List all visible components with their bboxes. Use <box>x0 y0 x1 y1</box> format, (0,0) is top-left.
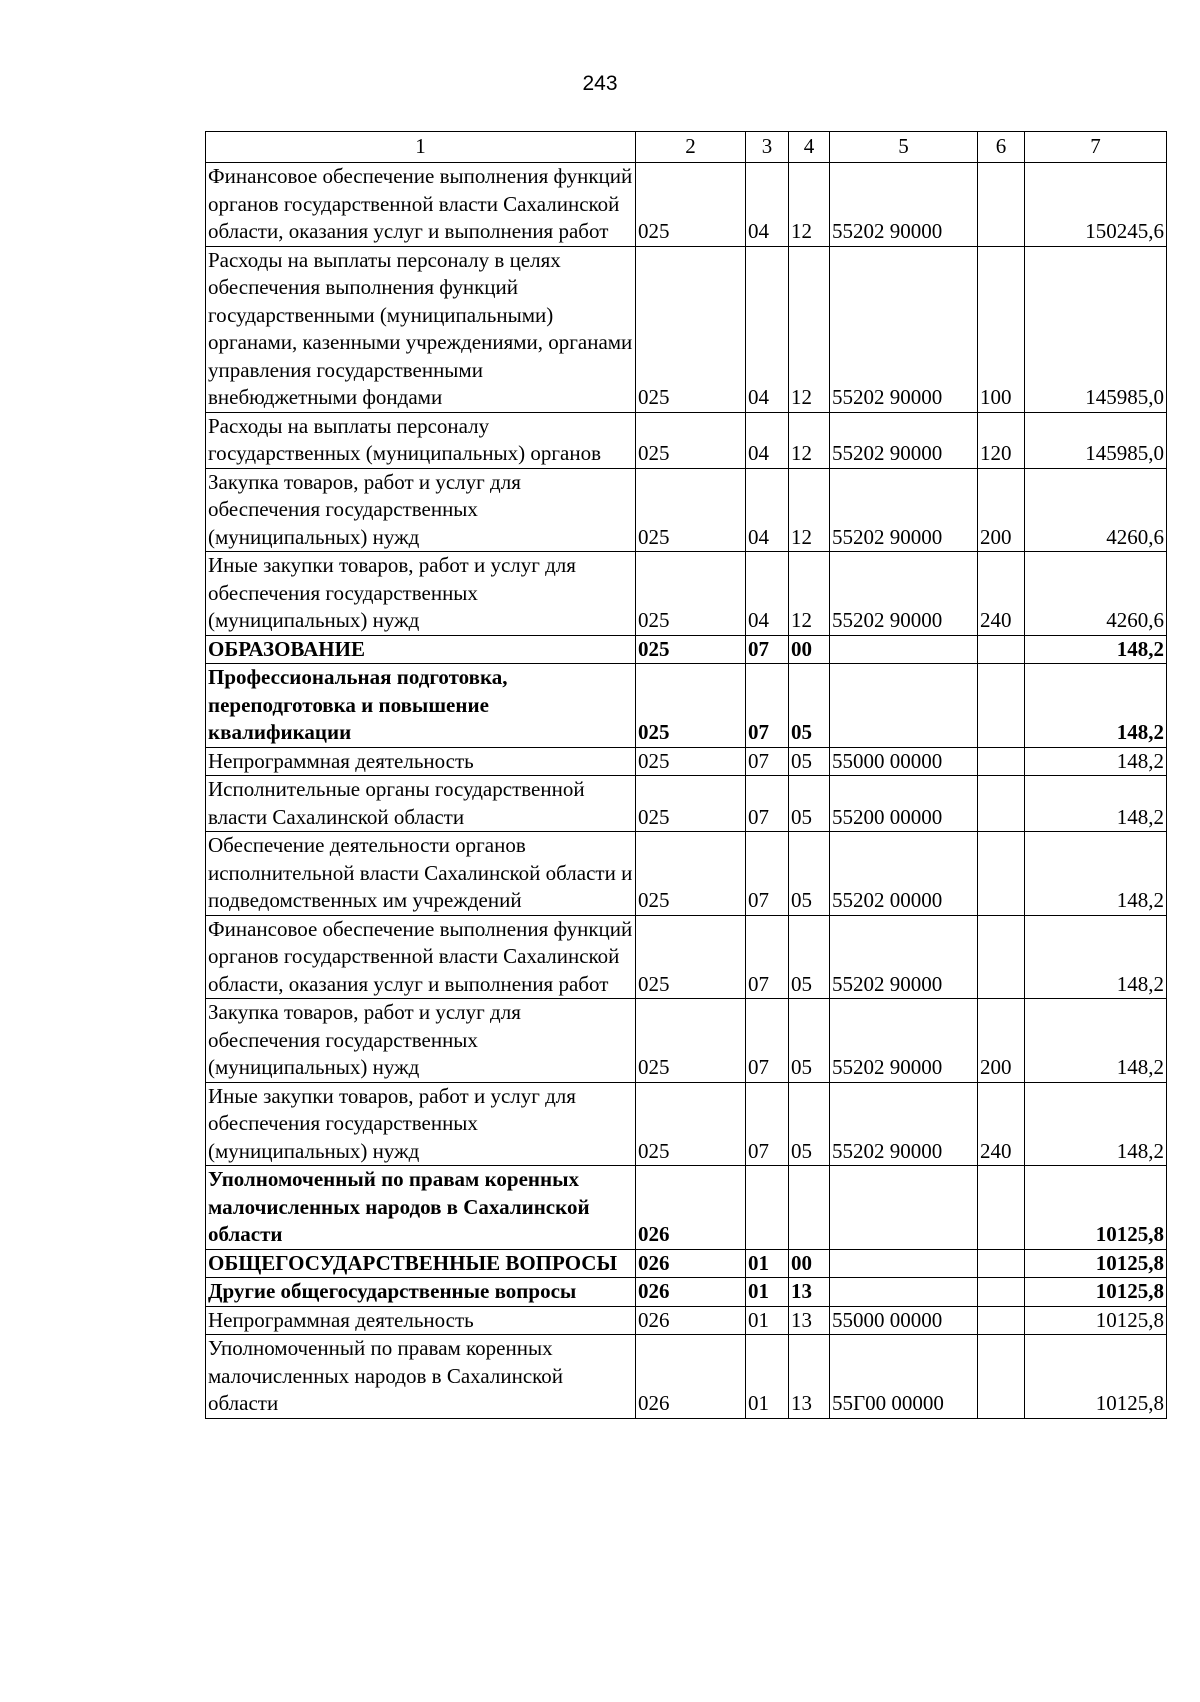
row-section-code-cell: 07 <box>746 915 789 999</box>
row-section-code-cell: 01 <box>746 1306 789 1335</box>
row-section-code-cell: 07 <box>746 1082 789 1166</box>
table-row <box>206 163 1167 247</box>
table-row <box>206 1166 1167 1250</box>
column-header: 5 <box>830 132 978 163</box>
row-amount-cell: 145985,0 <box>1025 246 1167 412</box>
row-admin-code-cell: 025 <box>636 832 746 916</box>
row-section-code-cell: 01 <box>746 1335 789 1419</box>
row-subsection-code-cell: 05 <box>789 776 830 832</box>
row-subsection-code-cell: 13 <box>789 1335 830 1419</box>
row-target-code-cell: 55202 00000 <box>830 832 978 916</box>
table-row <box>206 552 1167 636</box>
table-row <box>206 1249 1167 1278</box>
row-section-code-cell: 04 <box>746 246 789 412</box>
row-section-code-cell: 04 <box>746 163 789 247</box>
row-name-cell: Закупка товаров, работ и услуг для обеспечения государственных (муниципальных) нужд <box>206 468 636 552</box>
row-target-code-cell: 55202 90000 <box>830 412 978 468</box>
row-target-code-cell <box>830 1249 978 1278</box>
row-name-cell: ОБЩЕГОСУДАРСТВЕННЫЕ ВОПРОСЫ <box>206 1249 636 1278</box>
row-expense-type-cell <box>978 747 1025 776</box>
row-amount-cell: 10125,8 <box>1025 1249 1167 1278</box>
table-row <box>206 1306 1167 1335</box>
row-section-code-cell: 07 <box>746 776 789 832</box>
row-admin-code-cell: 025 <box>636 915 746 999</box>
row-name-cell: Финансовое обеспечение выполнения функций органов государственной власти Сахалинской области, оказания услуг и выполнения работ <box>206 163 636 247</box>
row-target-code-cell: 55202 90000 <box>830 552 978 636</box>
row-admin-code-cell: 025 <box>636 664 746 748</box>
row-subsection-code-cell: 00 <box>789 1249 830 1278</box>
row-name-cell: Другие общегосударственные вопросы <box>206 1278 636 1307</box>
row-section-code-cell: 01 <box>746 1249 789 1278</box>
row-admin-code-cell: 025 <box>636 776 746 832</box>
table-row <box>206 635 1167 664</box>
row-name-cell: Закупка товаров, работ и услуг для обеспечения государственных (муниципальных) нужд <box>206 999 636 1083</box>
table-row <box>206 776 1167 832</box>
row-admin-code-cell: 026 <box>636 1335 746 1419</box>
row-expense-type-cell: 100 <box>978 246 1025 412</box>
row-admin-code-cell: 025 <box>636 635 746 664</box>
table-row <box>206 832 1167 916</box>
row-subsection-code-cell: 12 <box>789 552 830 636</box>
row-subsection-code-cell: 12 <box>789 468 830 552</box>
row-subsection-code-cell <box>789 1166 830 1250</box>
row-amount-cell: 148,2 <box>1025 832 1167 916</box>
row-name-cell: Иные закупки товаров, работ и услуг для обеспечения государственных (муниципальных) нужд <box>206 552 636 636</box>
row-section-code-cell: 07 <box>746 664 789 748</box>
row-admin-code-cell: 025 <box>636 999 746 1083</box>
row-name-cell: Уполномоченный по правам коренных малочисленных народов в Сахалинской области <box>206 1335 636 1419</box>
row-expense-type-cell <box>978 1166 1025 1250</box>
row-target-code-cell: 55000 00000 <box>830 747 978 776</box>
row-subsection-code-cell: 05 <box>789 999 830 1083</box>
row-expense-type-cell <box>978 1335 1025 1419</box>
row-admin-code-cell: 025 <box>636 412 746 468</box>
row-amount-cell: 10125,8 <box>1025 1166 1167 1250</box>
row-name-cell: Непрограммная деятельность <box>206 747 636 776</box>
row-subsection-code-cell: 05 <box>789 832 830 916</box>
row-target-code-cell: 55200 00000 <box>830 776 978 832</box>
row-admin-code-cell: 026 <box>636 1166 746 1250</box>
row-target-code-cell: 55202 90000 <box>830 468 978 552</box>
row-name-cell: Непрограммная деятельность <box>206 1306 636 1335</box>
row-target-code-cell: 55202 90000 <box>830 1082 978 1166</box>
row-expense-type-cell <box>978 664 1025 748</box>
row-amount-cell: 148,2 <box>1025 747 1167 776</box>
table-row <box>206 664 1167 748</box>
row-admin-code-cell: 026 <box>636 1278 746 1307</box>
row-admin-code-cell: 025 <box>636 468 746 552</box>
table-header-row <box>206 132 1167 163</box>
row-amount-cell: 145985,0 <box>1025 412 1167 468</box>
row-expense-type-cell: 120 <box>978 412 1025 468</box>
row-section-code-cell: 07 <box>746 999 789 1083</box>
row-section-code-cell: 04 <box>746 412 789 468</box>
table-row <box>206 747 1167 776</box>
page-number: 243 <box>582 72 618 95</box>
row-expense-type-cell <box>978 1249 1025 1278</box>
row-subsection-code-cell: 12 <box>789 246 830 412</box>
row-expense-type-cell <box>978 832 1025 916</box>
row-section-code-cell: 07 <box>746 635 789 664</box>
row-amount-cell: 148,2 <box>1025 664 1167 748</box>
row-subsection-code-cell: 00 <box>789 635 830 664</box>
row-amount-cell: 4260,6 <box>1025 468 1167 552</box>
row-target-code-cell <box>830 664 978 748</box>
row-amount-cell: 148,2 <box>1025 1082 1167 1166</box>
budget-table <box>205 131 1167 1419</box>
row-section-code-cell: 04 <box>746 552 789 636</box>
table-row <box>206 412 1167 468</box>
row-expense-type-cell <box>978 635 1025 664</box>
column-header: 6 <box>978 132 1025 163</box>
row-section-code-cell <box>746 1166 789 1250</box>
row-name-cell: Уполномоченный по правам коренных малочисленных народов в Сахалинской области <box>206 1166 636 1250</box>
row-amount-cell: 148,2 <box>1025 776 1167 832</box>
row-admin-code-cell: 026 <box>636 1306 746 1335</box>
row-name-cell: Исполнительные органы государственной власти Сахалинской области <box>206 776 636 832</box>
row-target-code-cell: 55202 90000 <box>830 163 978 247</box>
row-expense-type-cell <box>978 915 1025 999</box>
row-target-code-cell: 55202 90000 <box>830 246 978 412</box>
row-expense-type-cell: 200 <box>978 468 1025 552</box>
row-amount-cell: 10125,8 <box>1025 1278 1167 1307</box>
table-row <box>206 1278 1167 1307</box>
row-amount-cell: 148,2 <box>1025 999 1167 1083</box>
row-target-code-cell <box>830 635 978 664</box>
row-expense-type-cell: 240 <box>978 1082 1025 1166</box>
row-subsection-code-cell: 05 <box>789 1082 830 1166</box>
column-header: 3 <box>746 132 789 163</box>
column-header: 2 <box>636 132 746 163</box>
column-header: 7 <box>1025 132 1167 163</box>
row-name-cell: Профессиональная подготовка, переподготовка и повышение квалификации <box>206 664 636 748</box>
row-subsection-code-cell: 13 <box>789 1278 830 1307</box>
table-row <box>206 1335 1167 1419</box>
row-amount-cell: 148,2 <box>1025 915 1167 999</box>
column-header: 4 <box>789 132 830 163</box>
row-subsection-code-cell: 12 <box>789 163 830 247</box>
row-section-code-cell: 01 <box>746 1278 789 1307</box>
row-name-cell: Обеспечение деятельности органов исполнительной власти Сахалинской области и подведомственных им учреждений <box>206 832 636 916</box>
row-target-code-cell: 55202 90000 <box>830 915 978 999</box>
row-subsection-code-cell: 05 <box>789 915 830 999</box>
row-name-cell: Расходы на выплаты персоналу государственных (муниципальных) органов <box>206 412 636 468</box>
row-amount-cell: 10125,8 <box>1025 1335 1167 1419</box>
row-admin-code-cell: 025 <box>636 552 746 636</box>
row-admin-code-cell: 025 <box>636 1082 746 1166</box>
row-target-code-cell: 55000 00000 <box>830 1306 978 1335</box>
row-target-code-cell: 55Г00 00000 <box>830 1335 978 1419</box>
table-row <box>206 1082 1167 1166</box>
table-row <box>206 246 1167 412</box>
row-expense-type-cell <box>978 1278 1025 1307</box>
row-target-code-cell <box>830 1166 978 1250</box>
row-amount-cell: 10125,8 <box>1025 1306 1167 1335</box>
table-row <box>206 999 1167 1083</box>
row-amount-cell: 4260,6 <box>1025 552 1167 636</box>
column-header: 1 <box>206 132 636 163</box>
table-row <box>206 915 1167 999</box>
row-section-code-cell: 04 <box>746 468 789 552</box>
row-expense-type-cell: 240 <box>978 552 1025 636</box>
row-expense-type-cell: 200 <box>978 999 1025 1083</box>
row-subsection-code-cell: 13 <box>789 1306 830 1335</box>
row-name-cell: Иные закупки товаров, работ и услуг для обеспечения государственных (муниципальных) нужд <box>206 1082 636 1166</box>
row-section-code-cell: 07 <box>746 832 789 916</box>
row-admin-code-cell: 025 <box>636 246 746 412</box>
row-name-cell: Финансовое обеспечение выполнения функций органов государственной власти Сахалинской области, оказания услуг и выполнения работ <box>206 915 636 999</box>
row-name-cell: Расходы на выплаты персоналу в целях обеспечения выполнения функций государственными (муниципальными) органами, казенными учреждениями, органами управления государственными внебюджетными фондами <box>206 246 636 412</box>
row-expense-type-cell <box>978 1306 1025 1335</box>
row-admin-code-cell: 025 <box>636 163 746 247</box>
row-subsection-code-cell: 12 <box>789 412 830 468</box>
row-section-code-cell: 07 <box>746 747 789 776</box>
row-expense-type-cell <box>978 163 1025 247</box>
row-subsection-code-cell: 05 <box>789 747 830 776</box>
row-amount-cell: 148,2 <box>1025 635 1167 664</box>
table-body <box>206 163 1167 1419</box>
row-admin-code-cell: 025 <box>636 747 746 776</box>
row-target-code-cell: 55202 90000 <box>830 999 978 1083</box>
row-admin-code-cell: 026 <box>636 1249 746 1278</box>
row-target-code-cell <box>830 1278 978 1307</box>
row-subsection-code-cell: 05 <box>789 664 830 748</box>
row-amount-cell: 150245,6 <box>1025 163 1167 247</box>
row-expense-type-cell <box>978 776 1025 832</box>
row-name-cell: ОБРАЗОВАНИЕ <box>206 635 636 664</box>
table-row <box>206 468 1167 552</box>
